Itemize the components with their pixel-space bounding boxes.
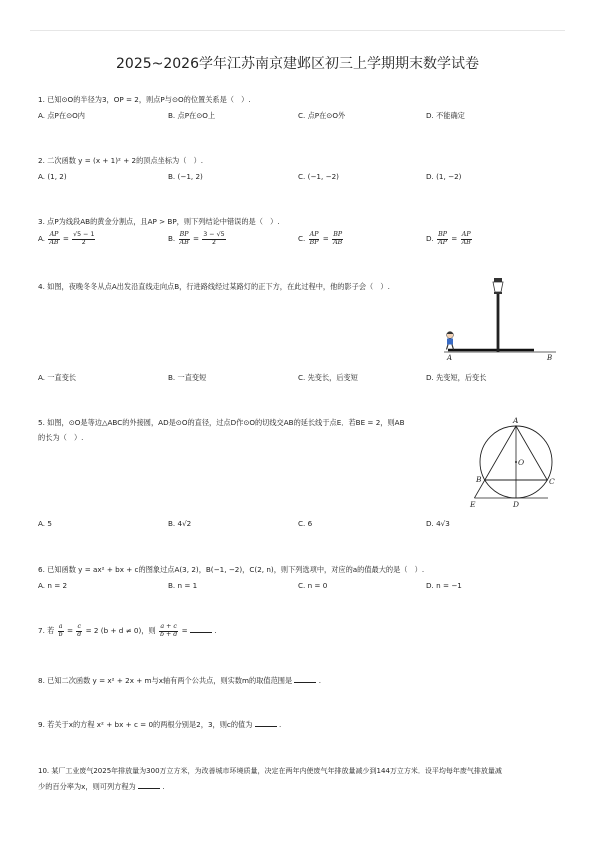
q3-b-lhs-num: BP	[179, 231, 189, 238]
q3-c-lhs-fraction	[309, 232, 320, 246]
q4-option-b: B. 一直变短	[168, 373, 207, 382]
q3-option-d-letter: D.	[426, 234, 434, 244]
q4-option-a: A. 一直变长	[38, 373, 77, 382]
q7-end: .	[214, 626, 217, 636]
q8-stem: 8. 已知二次函数 y = x² + 2x + m与x轴有两个公共点，则实数m的取值范围是	[38, 676, 293, 685]
q3-a-rhs-den: 2	[81, 238, 86, 246]
q3-option-c-letter: C.	[298, 234, 306, 244]
q3-option-b: B. $\frac{BP}{AB}$ = $\frac{3 - √5}{2}$	[168, 231, 225, 246]
q5-label-a: A	[513, 416, 519, 425]
streetlight-icon	[493, 278, 503, 352]
q7-equals: =	[66, 626, 73, 636]
q7-f1-den: b	[58, 630, 63, 638]
q7-fraction-sum	[159, 624, 178, 638]
page-title: 2025~2026学年江苏南京建邺区初三上学期期末数学试卷	[116, 56, 479, 72]
q2-option-a: A. (1, 2)	[38, 172, 67, 181]
question-3-stem: 3. 点P为线段AB的黄金分割点，且AP > BP，则下列结论中错误的是（ ）.	[38, 217, 280, 226]
q5-label-d: D	[513, 500, 520, 509]
q4-label-b: B	[547, 354, 553, 362]
q3-option-a: A. $\frac{AP}{AB}$ = $\frac{√5 - 1}{2}$	[38, 231, 95, 246]
q5-label-o: O	[518, 458, 525, 467]
person-icon	[447, 332, 454, 350]
q3-d-rhs-den: AB	[461, 238, 471, 246]
q6-option-d: D. n = −1	[426, 581, 462, 590]
q3-c-rhs-den: AB	[333, 238, 343, 246]
q7-suffix: =	[181, 626, 188, 636]
q3-a-rhs-fraction	[72, 232, 95, 246]
question-5-stem-line-1: 5. 如图，⊙O是等边△ABC的外接圆，AD是⊙O的直径，过点D作⊙O的切线交AB的延长线于点E．若BE = 2，则AB	[38, 418, 405, 427]
top-divider	[30, 30, 565, 31]
q7-fraction-c-d	[76, 624, 82, 638]
q3-d-rhs-fraction	[461, 232, 472, 246]
q4-option-d: D. 先变短，后变长	[426, 373, 487, 382]
q9-end: .	[279, 720, 282, 729]
q3-c-lhs-den: BP	[309, 238, 319, 246]
question-2-stem: 2. 二次函数 y = (x + 1)² + 2的顶点坐标为（ ）.	[38, 156, 204, 165]
q7-f2-num: c	[77, 623, 82, 630]
q3-a-rhs-num: √5 − 1	[73, 231, 95, 238]
q10-answer-blank[interactable]	[138, 782, 160, 789]
q3-c-rhs-num: BP	[333, 231, 343, 238]
q3-b-rhs-fraction	[202, 232, 225, 246]
q10-end: .	[162, 782, 165, 791]
q1-option-a: A. 点P在⊙O内	[38, 111, 85, 120]
q3-option-b-letter: B.	[168, 234, 176, 244]
q5-option-b: B. 4√2	[168, 519, 192, 528]
q3-b-lhs-fraction	[179, 232, 190, 246]
q2-option-b: B. (−1, 2)	[168, 172, 203, 181]
q6-option-c: C. n = 0	[298, 581, 328, 590]
q3-a-lhs-num: AP	[49, 231, 59, 238]
q7-prefix: 7. 若	[38, 626, 55, 636]
question-5-stem-line-2: 的长为（ ）.	[38, 433, 84, 442]
q3-option-a-letter: A.	[38, 234, 46, 244]
q3-d-rhs-num: AP	[461, 231, 471, 238]
q3-c-lhs-num: AP	[309, 231, 319, 238]
q4-option-c: C. 先变长，后变短	[298, 373, 358, 382]
question-6-stem: 6. 已知函数 y = ax² + bx + c的图象过点A(3, 2)，B(−1, −2)，C(2, n)，则下列选项中，对应的a的值最大的是（ ）.	[38, 565, 425, 574]
q1-option-b: B. 点P在⊙O上	[168, 111, 216, 120]
q9-answer-blank[interactable]	[255, 720, 277, 727]
q5-option-a: A. 5	[38, 519, 52, 528]
q8-answer-blank[interactable]	[294, 676, 316, 683]
q4-streetlight-figure	[438, 276, 560, 364]
q7-fraction-a-b	[58, 624, 64, 638]
question-1-stem: 1. 已知⊙O的半径为3，OP = 2，则点P与⊙O的位置关系是（ ）.	[38, 95, 251, 104]
q3-option-d: D. $\frac{BP}{AP}$ = $\frac{AP}{AB}$	[426, 231, 471, 246]
q7-answer-blank[interactable]	[190, 626, 212, 633]
question-10-line-2	[38, 782, 165, 792]
q5-circle-figure	[462, 414, 562, 514]
q3-a-lhs-den: AB	[49, 238, 59, 246]
question-4-stem: 4. 如图，夜晚冬冬从点A出发沿直线走向点B，行进路线经过某路灯的正下方，在此过程中，他的影子会（ ）.	[38, 282, 390, 291]
q2-option-d: D. (1, −2)	[426, 172, 462, 181]
q4-label-a: A	[447, 354, 453, 362]
question-10-line-1: 10. 某厂工业废气2025年排放量为300万立方米，为改善城市环境质量，决定在两年内使废气年排放量减少到144万立方米．设平均每年废气排放量减	[38, 767, 502, 775]
question-7	[38, 624, 217, 638]
q3-b-lhs-den: AB	[179, 238, 189, 246]
q6-option-a: A. n = 2	[38, 581, 68, 590]
question-9	[38, 720, 281, 730]
q7-middle: = 2 (b + d ≠ 0)，则	[85, 626, 156, 636]
q7-f3-num: a + c	[160, 623, 177, 630]
q3-d-lhs-fraction	[437, 232, 448, 246]
q7-f2-den: d	[77, 630, 82, 638]
q5-option-d: D. 4√3	[426, 519, 450, 528]
q1-option-d: D. 不能确定	[426, 111, 465, 120]
q5-label-b: B	[476, 475, 482, 484]
q3-option-c: C. $\frac{AP}{BP}$ = $\frac{BP}{AB}$	[298, 231, 343, 246]
q7-f3-den: b + d	[159, 630, 178, 638]
q3-b-rhs-num: 3 − √5	[203, 231, 225, 238]
q5-option-c: C. 6	[298, 519, 313, 528]
q3-c-rhs-fraction	[332, 232, 343, 246]
question-8	[38, 676, 321, 686]
q3-d-lhs-num: BP	[438, 231, 447, 238]
q3-a-lhs-fraction	[48, 232, 59, 246]
q9-stem: 9. 若关于x的方程 x² + bx + c = 0的两根分别是2，3，则c的值为	[38, 720, 253, 729]
center-dot	[515, 461, 517, 463]
q6-option-b: B. n = 1	[168, 581, 198, 590]
q7-f1-num: a	[58, 623, 63, 630]
q5-label-c: C	[549, 477, 555, 486]
q8-end: .	[318, 676, 322, 685]
q2-option-c: C. (−1, −2)	[298, 172, 339, 181]
q5-label-e: E	[470, 500, 476, 509]
q3-d-lhs-den: AP	[438, 238, 447, 246]
q1-option-c: C. 点P在⊙O外	[298, 111, 346, 120]
q3-b-rhs-den: 2	[211, 238, 216, 246]
q10-line-2-text: 少的百分率为x，则可列方程为	[38, 782, 136, 791]
